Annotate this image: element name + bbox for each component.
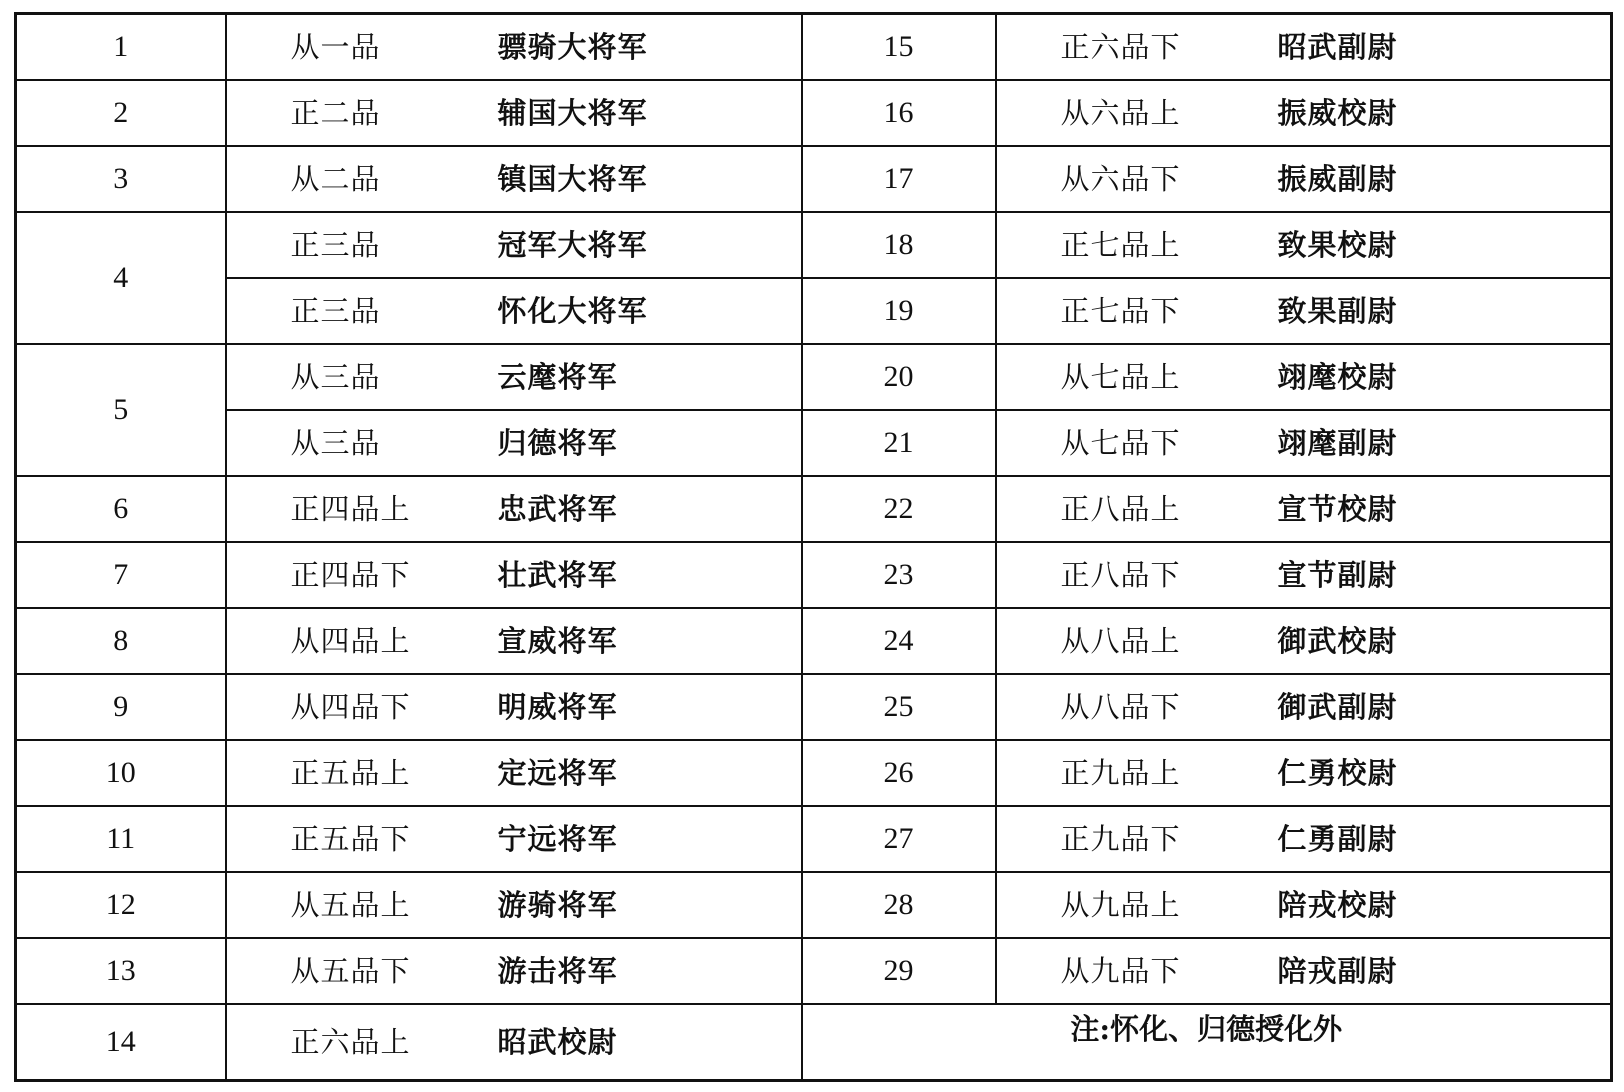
- right-title: 振威副尉: [1256, 146, 1612, 212]
- left-number: 8: [16, 608, 226, 674]
- left-title: 忠武将军: [476, 476, 802, 542]
- left-number: 1: [16, 14, 226, 81]
- right-rank: 正九品上: [996, 740, 1256, 806]
- right-rank: 正八品下: [996, 542, 1256, 608]
- right-rank: 从九品下: [996, 938, 1256, 1004]
- rank-table: [14, 12, 1613, 1082]
- left-title: 壮武将军: [476, 542, 802, 608]
- right-rank: 从八品下: [996, 674, 1256, 740]
- table-row: [16, 872, 1612, 938]
- right-number: 19: [802, 278, 996, 344]
- left-title: 游击将军: [476, 938, 802, 1004]
- table-row: [16, 410, 1612, 476]
- left-number: 3: [16, 146, 226, 212]
- right-title: 仁勇校尉: [1256, 740, 1612, 806]
- left-number: 9: [16, 674, 226, 740]
- left-title: 镇国大将军: [476, 146, 802, 212]
- table-row: [16, 1004, 1612, 1081]
- left-number: 10: [16, 740, 226, 806]
- table-row: [16, 278, 1612, 344]
- right-rank: 正九品下: [996, 806, 1256, 872]
- right-title: 御武校尉: [1256, 608, 1612, 674]
- left-rank: 从三品: [226, 344, 476, 410]
- table-row: [16, 806, 1612, 872]
- left-title: 云麾将军: [476, 344, 802, 410]
- left-title: 明威将军: [476, 674, 802, 740]
- table-row: [16, 14, 1612, 81]
- left-title: 宣威将军: [476, 608, 802, 674]
- right-title: 宣节副尉: [1256, 542, 1612, 608]
- left-number: 6: [16, 476, 226, 542]
- left-title: 辅国大将军: [476, 80, 802, 146]
- table-row: [16, 542, 1612, 608]
- right-title: 陪戎校尉: [1256, 872, 1612, 938]
- left-number: 12: [16, 872, 226, 938]
- left-number: 13: [16, 938, 226, 1004]
- right-number: 28: [802, 872, 996, 938]
- right-number: 23: [802, 542, 996, 608]
- right-number: 26: [802, 740, 996, 806]
- right-rank: 从七品上: [996, 344, 1256, 410]
- right-rank: 正六品下: [996, 14, 1256, 81]
- right-number: 21: [802, 410, 996, 476]
- left-rank: 从四品下: [226, 674, 476, 740]
- right-number: 18: [802, 212, 996, 278]
- right-number: 25: [802, 674, 996, 740]
- right-number: 20: [802, 344, 996, 410]
- left-title: 冠军大将军: [476, 212, 802, 278]
- left-number: 14: [16, 1004, 226, 1081]
- right-rank: 正七品下: [996, 278, 1256, 344]
- left-rank: 正二品: [226, 80, 476, 146]
- right-title: 仁勇副尉: [1256, 806, 1612, 872]
- left-title: 宁远将军: [476, 806, 802, 872]
- left-title: 游骑将军: [476, 872, 802, 938]
- left-number: 2: [16, 80, 226, 146]
- right-title: 致果副尉: [1256, 278, 1612, 344]
- left-title: 怀化大将军: [476, 278, 802, 344]
- right-rank: 从六品上: [996, 80, 1256, 146]
- right-rank: 正七品上: [996, 212, 1256, 278]
- left-rank: 正三品: [226, 278, 476, 344]
- left-rank: 正五品下: [226, 806, 476, 872]
- right-rank: 从六品下: [996, 146, 1256, 212]
- right-number: 16: [802, 80, 996, 146]
- table-row: [16, 80, 1612, 146]
- right-number: 24: [802, 608, 996, 674]
- left-rank: 从五品上: [226, 872, 476, 938]
- right-rank: 正八品上: [996, 476, 1256, 542]
- table-row: [16, 146, 1612, 212]
- left-number: 7: [16, 542, 226, 608]
- left-rank: 从二品: [226, 146, 476, 212]
- left-rank: 从四品上: [226, 608, 476, 674]
- table-row: [16, 674, 1612, 740]
- left-rank: 从一品: [226, 14, 476, 81]
- left-rank: 正四品下: [226, 542, 476, 608]
- table-row: [16, 476, 1612, 542]
- right-number: 29: [802, 938, 996, 1004]
- right-title: 翊麾校尉: [1256, 344, 1612, 410]
- right-rank: 从七品下: [996, 410, 1256, 476]
- right-title: 御武副尉: [1256, 674, 1612, 740]
- table-row: [16, 740, 1612, 806]
- right-rank: 从九品上: [996, 872, 1256, 938]
- right-title: 昭武副尉: [1256, 14, 1612, 81]
- left-rank: 正四品上: [226, 476, 476, 542]
- table-note: 注:怀化、归德授化外: [802, 1004, 1612, 1081]
- left-number: 5: [16, 344, 226, 476]
- table-row: [16, 212, 1612, 278]
- left-rank: 从三品: [226, 410, 476, 476]
- left-rank: 正五品上: [226, 740, 476, 806]
- right-title: 宣节校尉: [1256, 476, 1612, 542]
- table-row: [16, 608, 1612, 674]
- left-rank: 正六品上: [226, 1004, 476, 1081]
- left-title: 骠骑大将军: [476, 14, 802, 81]
- right-title: 致果校尉: [1256, 212, 1612, 278]
- right-title: 陪戎副尉: [1256, 938, 1612, 1004]
- left-number: 4: [16, 212, 226, 344]
- right-title: 振威校尉: [1256, 80, 1612, 146]
- right-number: 17: [802, 146, 996, 212]
- right-number: 27: [802, 806, 996, 872]
- left-title: 昭武校尉: [476, 1004, 802, 1081]
- right-title: 翊麾副尉: [1256, 410, 1612, 476]
- left-title: 归德将军: [476, 410, 802, 476]
- left-rank: 从五品下: [226, 938, 476, 1004]
- left-title: 定远将军: [476, 740, 802, 806]
- left-number: 11: [16, 806, 226, 872]
- right-rank: 从八品上: [996, 608, 1256, 674]
- right-number: 15: [802, 14, 996, 81]
- left-rank: 正三品: [226, 212, 476, 278]
- right-number: 22: [802, 476, 996, 542]
- table-row: [16, 938, 1612, 1004]
- table-row: [16, 344, 1612, 410]
